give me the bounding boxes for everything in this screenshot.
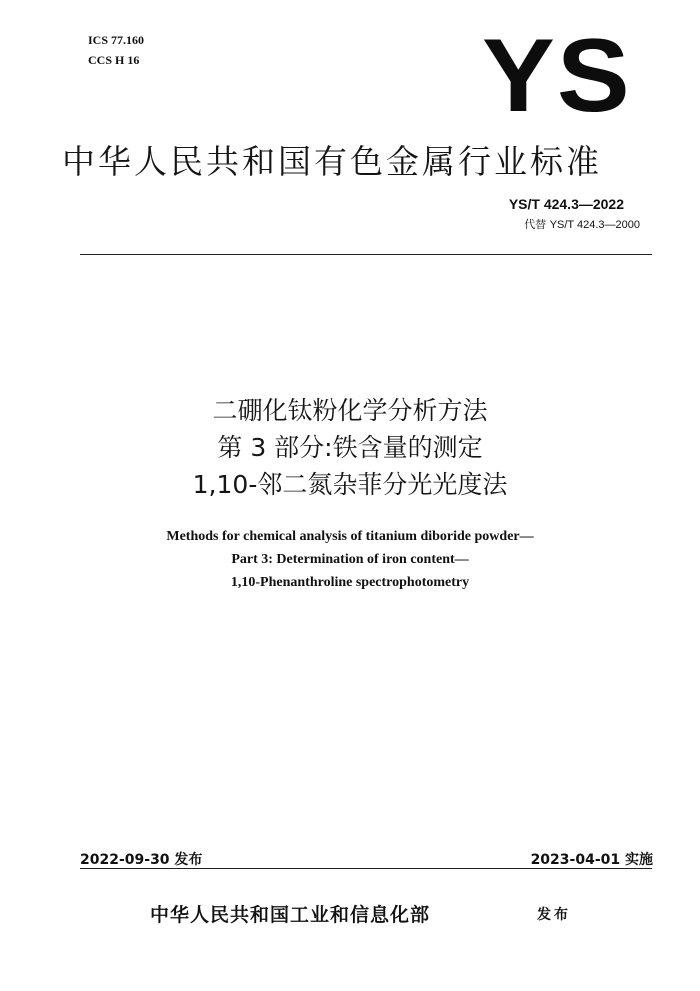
english-title bbox=[0, 525, 700, 594]
chinese-title-line-2: 第 3 部分:铁含量的测定 bbox=[217, 433, 483, 462]
english-title-line-3: 1,10-Phenanthroline spectrophotometry bbox=[230, 575, 470, 590]
english-title-line-2: Part 3: Determination of iron content— bbox=[231, 552, 469, 567]
replaces-number: YS/T 424.3—2000 bbox=[549, 219, 640, 231]
chinese-title bbox=[0, 392, 700, 503]
english-title-line-1: Methods for chemical analysis of titanium diboride powder— bbox=[166, 529, 534, 544]
issue-label: 发布 bbox=[537, 907, 571, 923]
replaces-line bbox=[524, 216, 640, 232]
issuing-authority: 中华人民共和国工业和信息化部 bbox=[150, 904, 431, 926]
ics-code: ICS 77.160 bbox=[88, 33, 145, 47]
chinese-title-line-1: 二硼化钛粉化学分析方法 bbox=[212, 396, 488, 425]
standard-number: YS/T 424.3—2022 bbox=[508, 196, 624, 212]
ys-logo: YS bbox=[482, 18, 632, 134]
chinese-title-line-3: 1,10-邻二氮杂菲分光光度法 bbox=[192, 470, 508, 499]
implementation-date: 2023-04-01 实施 bbox=[530, 852, 653, 868]
ccs-code: CCS H 16 bbox=[88, 53, 140, 67]
bottom-divider bbox=[80, 868, 652, 869]
issue-date: 2022-09-30 发布 bbox=[80, 852, 203, 868]
standard-category-title: 中华人民共和国有色金属行业标准 bbox=[62, 142, 602, 181]
top-divider bbox=[80, 254, 652, 255]
replaces-label: 代替 bbox=[524, 219, 547, 231]
